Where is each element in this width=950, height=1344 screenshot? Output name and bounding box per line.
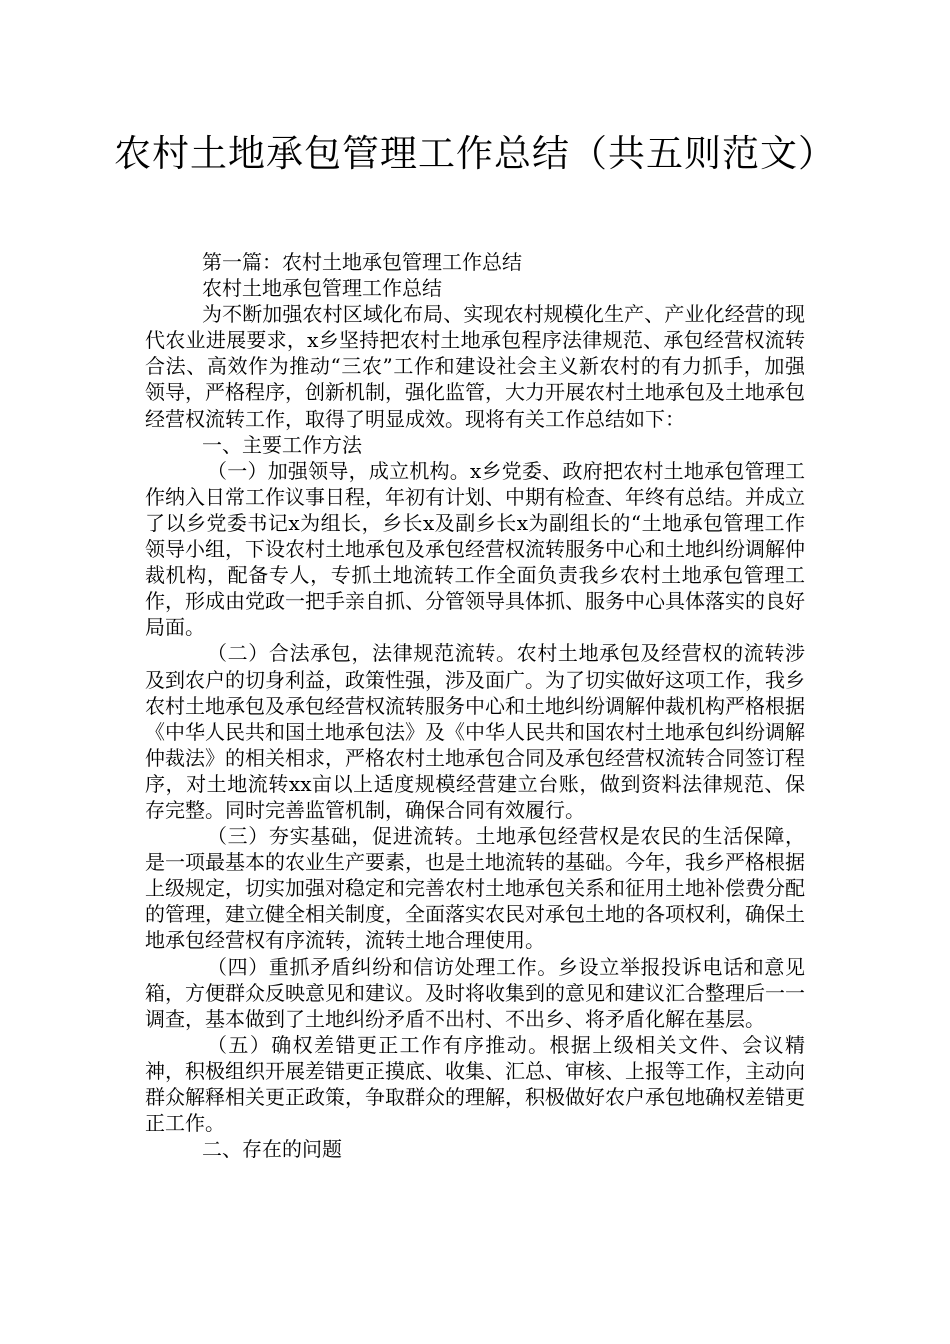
paragraph: 农村土地承包管理工作总结 — [202, 276, 442, 301]
paragraph: 为不断加强农村区域化布局、实现农村规模化生产、产业化经营的现代农业进展要求，x乡坚持把农村土地承包程序法律规范、承包经营权流转合法、高效作为推动“三农”工作和建设社会主义新农村的有力抓手，加强领导，严格程序，创新机制，强化监管，大力开展农村土地承包及土地承包经营权流转工作，取得了明显成效。现将有关工作总结如下： — [145, 302, 805, 431]
paragraph: （四）重抓矛盾纠纷和信访处理工作。乡设立举报投诉电话和意见箱，方便群众反映意见和建议。及时将收集到的意见和建议汇合整理后一一调查，基本做到了土地纠纷矛盾不出村、不出乡、将矛盾化解在基层。 — [145, 954, 805, 1031]
paragraph: （三）夯实基础，促进流转。土地承包经营权是农民的生活保障，是一项最基本的农业生产要素，也是土地流转的基础。今年，我乡严格根据上级规定，切实加强对稳定和完善农村土地承包关系和征用土地补偿费分配的管理，建立健全相关制度，全面落实农民对承包土地的各项权利，确保土地承包经营权有序流转，流转土地合理使用。 — [145, 824, 805, 953]
paragraph: 二、存在的问题 — [202, 1137, 342, 1162]
paragraph: 一、主要工作方法 — [202, 432, 362, 457]
paragraph: （二）合法承包，法律规范流转。农村土地承包及经营权的流转涉及到农户的切身利益，政策性强，涉及面广。为了切实做好这项工作，我乡农村土地承包及承包经营权流转服务中心和土地纠纷调解仲裁机构严格根据《中华人民共和国土地承包法》及《中华人民共和国农村土地承包纠纷调解仲裁法》的相关相求，严格农村土地承包合同及承包经营权流转合同签订程序，对土地流转xx亩以上适度规模经营建立台账，做到资料法律规范、保存完整。同时完善监管机制，确保合同有效履行。 — [145, 641, 805, 822]
document-title: 农村土地承包管理工作总结（共五则范文） — [114, 132, 836, 175]
paragraph: 第一篇：农村土地承包管理工作总结 — [202, 250, 522, 274]
paragraph: （五）确权差错更正工作有序推动。根据上级相关文件、会议精神，积极组织开展差错更正摸底、收集、汇总、审核、上报等工作，主动向群众解释相关更正政策，争取群众的理解，积极做好农户承包地确权差错更正工作。 — [145, 1032, 805, 1136]
document-body — [145, 249, 805, 1162]
paragraph: （一）加强领导，成立机构。x乡党委、政府把农村土地承包管理工作纳入日常工作议事日程，年初有计划、中期有检查、年终有总结。并成立了以乡党委书记x为组长，乡长x及副乡长x为副组长的“土地承包管理工作领导小组，下设农村土地承包及承包经营权流转服务中心和土地纠纷调解仲裁机构，配备专人，专抓土地流转工作全面负责我乡农村土地承包管理工作，形成由党政一把手亲自抓、分管领导具体抓、服务中心具体落实的良好局面。 — [145, 458, 805, 640]
